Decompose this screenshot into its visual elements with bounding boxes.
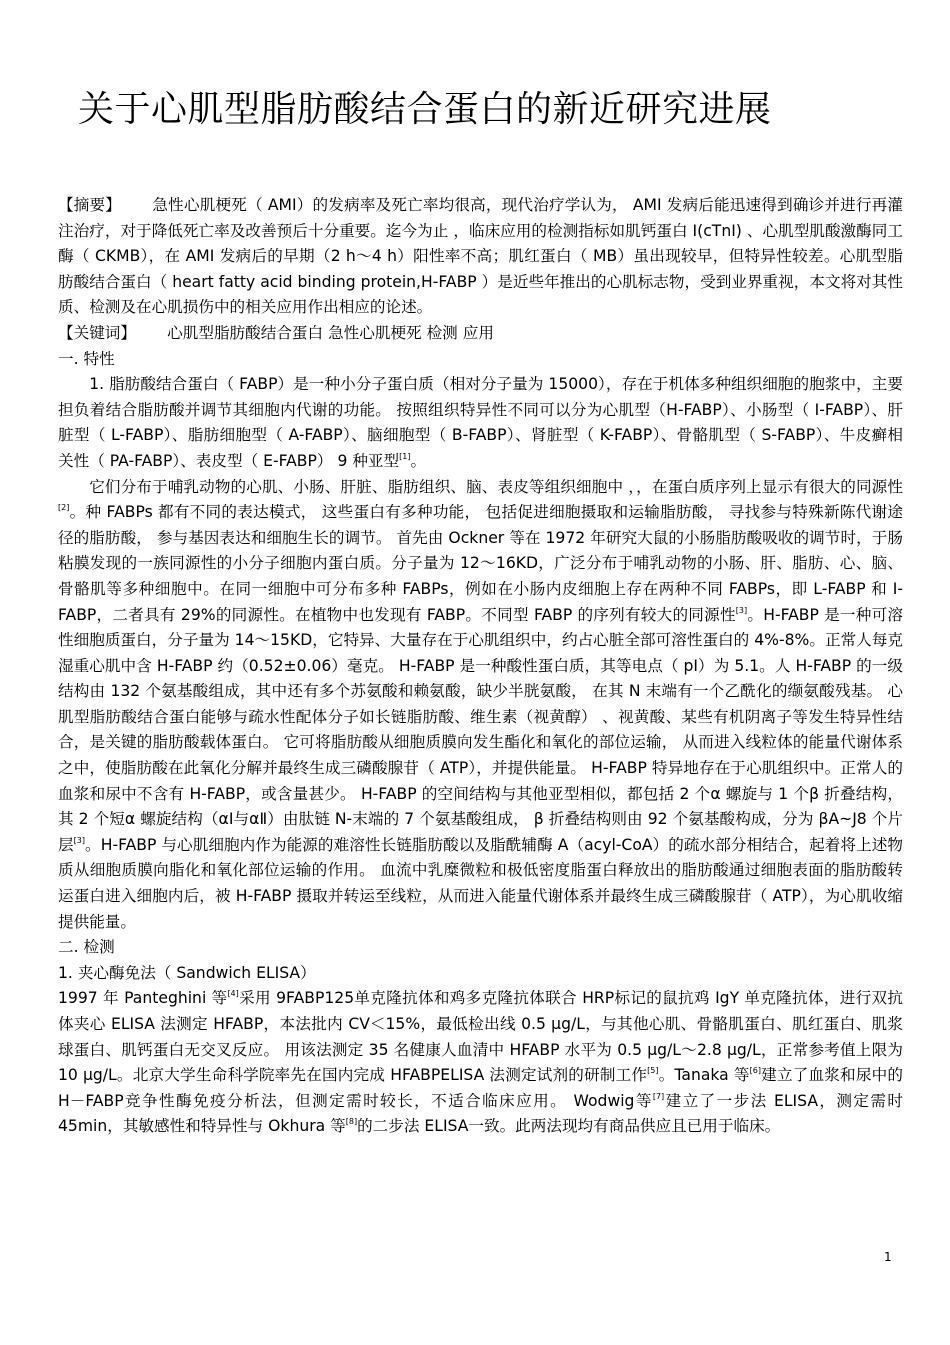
section-1-paragraph-1 bbox=[58, 372, 903, 474]
citation: [8] bbox=[345, 1117, 358, 1127]
paragraph-text: 。H-FABP 与心肌细胞内作为能源的难溶性长链脂肪酸以及脂酰辅酶 A（acyl-CoA）的疏水部分相结合，起着将上述物质从细胞质膜向脂化和氧化部位运输的作用。 血流中乳糜微粒和极低密度脂蛋白释放出的脂肪酸通过细胞表面的脂肪酸转运蛋白进入细胞内后，被 H-FABP 摄取并转运至线粒，从而进入能量代谢体系并最终生成三磷酸腺苷（ ATP），为心肌收缩提供能量。 bbox=[58, 835, 903, 931]
paragraph-text: 1. 脂肪酸结合蛋白（ FABP）是一种小分子蛋白质（相对分子量为 15000），存在于机体多种组织细胞的胞浆中，主要担负着结合脂肪酸并调节其细胞内代谢的功能。 按照组织特异性不同可以分为心肌型（H-FABP）、小肠型（ I-FABP）、肝脏型（ L-FABP）、脂肪细胞型（ A-FABP）、脑细胞型（ B-FABP）、肾脏型（ K-FABP）、骨骼肌型（ S-FABP）、牛皮癣相关性（ PA-FABP）、表皮型（ E-FABP） 9 种亚型 bbox=[58, 375, 903, 470]
citation: [7] bbox=[652, 1091, 665, 1101]
keywords-text: 心肌型脂肪酸结合蛋白 急性心肌梗死 检测 应用 bbox=[167, 323, 494, 342]
paragraph-text: 的二步法 ELISA一致。此两法现均有商品供应且已用于临床。 bbox=[357, 1117, 781, 1136]
section-2-subheading: 1. 夹心酶免法（ Sandwich ELISA） bbox=[58, 963, 316, 982]
paragraph-text: 。Tanaka 等 bbox=[658, 1066, 750, 1085]
article-body bbox=[58, 193, 903, 1140]
paragraph-text: 采用 9FABP125单克隆抗体和鸡多克隆抗体联合 HRP标记的鼠抗鸡 IgY 单克隆抗体，进行双抗体夹心 ELISA 法测定 HFABP，本法批内 CV＜15%，最低检出线 0.5 μg/L，与其他心肌、骨骼肌蛋白、肌红蛋白、肌浆球蛋白、肌钙蛋白无交叉反应。 用该法测定 35 名健康人血清中 HFABP 水平为 0.5 μg/L～2.8 μg/L，正常参考值上限为 10 μg/L。北京大学生命科学院率先在国内完成 HFABPELISA 法测定试剂的研制工作 bbox=[58, 989, 903, 1085]
citation: [2] bbox=[58, 503, 70, 513]
section-1-paragraph-2 bbox=[58, 475, 903, 936]
abstract-label: 【摘要】 bbox=[58, 196, 122, 214]
citation: [3] bbox=[735, 605, 748, 615]
section-2-paragraph bbox=[58, 986, 903, 1140]
paragraph-text: 它们分布于哺乳动物的心肌、小肠、肝脏、脂肪组织、脑、表皮等组织细胞中 ，，在蛋白质序列上显示有很大的同源性 bbox=[89, 477, 903, 496]
abstract-text: 急性心肌梗死（ AMI）的发病率及死亡率均很高，现代治疗学认为， AMI 发病后能迅速得到确诊并进行再灌注治疗，对于降低死亡率及改善预后十分重要。迄今为止 ，临床应用的检测指标如肌钙蛋白 I(cTnI) 、心肌型肌酸激酶同工酶（ CKMB），在 AMI 发病后的早期（2 h～4 h）阳性率不高；肌红蛋白（ MB）虽出现较早，但特异性较差。心肌型脂肪酸结合蛋白（ heart fatty acid binding protein,H-FABP ）是近些年推出的心肌标志物，受到业界重视，本文将对其性质、检测及在心肌损伤中的相关应用作出相应的论述。 bbox=[58, 196, 903, 317]
abstract bbox=[58, 193, 903, 321]
keywords-label: 【关键词】 bbox=[58, 323, 136, 342]
paragraph-text: 。 bbox=[410, 451, 427, 470]
citation: [3] bbox=[73, 835, 85, 845]
section-2-heading: 二. 检测 bbox=[58, 938, 115, 957]
page-title: 关于心肌型脂肪酸结合蛋白的新近研究进展 bbox=[78, 89, 772, 130]
citation: [4] bbox=[227, 989, 239, 999]
page-number: 1 bbox=[884, 1250, 892, 1264]
citation: [1] bbox=[399, 451, 411, 461]
citation: [5] bbox=[647, 1066, 659, 1076]
citation: [6] bbox=[749, 1066, 761, 1076]
paragraph-text: 。H-FABP 是一种可溶性细胞质蛋白，分子量为 14～15KD，它特异、大量存在于心肌组织中，约占心脏全部可溶性蛋白的 4%-8%。正常人每克湿重心肌中含 H-FABP 约（0.52±0.06）毫克。 H-FABP 是一种酸性蛋白质，其等电点（ pI）为 5.1。人 H-FABP 的一级结构由 132 个氨基酸组成，其中还有多个苏氨酸和赖氨酸，缺少半胱氨酸， 在其 N 末端有一个乙酰化的缬氨酸残基。 心肌型脂肪酸结合蛋白能够与疏水性配体分子如长链脂肪酸、维生素（视黄醇） 、视黄酸、某些有机阴离子等发生特异性结合，是关键的脂肪酸载体蛋白。 它可将脂肪酸从细胞质膜向发生酯化和氧化的部位运输， 从而进入线粒体的能量代谢体系之中，使脂肪酸在此氧化分解并最终生成三磷酸腺苷（ ATP），并提供能量。 H-FABP 特异地存在于心肌组织中。正常人的血浆和尿中不含有 H-FABP，或含量甚少。 H-FABP 的空间结构与其他亚型相似，都包括 2 个α 螺旋与 1 个β 折叠结构，其 2 个短α 螺旋结构（αⅠ与αⅡ）由肽链 N-末端的 7 个氨基酸组成， β 折叠结构则由 92 个氨基酸构成，分为 βA~J8 个片层 bbox=[58, 605, 904, 854]
paragraph-text: 建立了一步法 ELISA，测定需时 45min，其敏感性和特异性与 Okhura 等 bbox=[58, 1091, 903, 1136]
keywords bbox=[58, 321, 903, 347]
paragraph-text: 1997 年 Panteghini 等 bbox=[58, 989, 228, 1008]
paragraph-text: 建立了血浆和尿中的 H－FABP竞争性酶免疫分析法，但测定需时较长，不适合临床应用。 Wodwig等 bbox=[58, 1066, 903, 1110]
section-1-heading: 一. 特性 bbox=[58, 349, 115, 368]
paragraph-text: 。种 FABPs 都有不同的表达模式， 这些蛋白有多种功能， 包括促进细胞摄取和运输脂肪酸， 寻找参与特殊新陈代谢途径的脂肪酸， 参与基因表达和细胞生长的调节。 首先由 Ockner 等在 1972 年研究大鼠的小肠脂肪酸吸收的调节时，于肠粘膜发现的一族同源性的小分子细胞内蛋白质。分子量为 12～16KD，广泛分布于哺乳动物的小肠、肝、脂肪、心、脑、骨骼肌等多种细胞中。在同一细胞中可分布多种 FABPs，例如在小肠内皮细胞上存在两种不同 FABPs，即 L-FABP 和 I-FABP，二者具有 29%的同源性。在植物中也发现有 FABP。不同型 FABP 的序列有较大的同源性 bbox=[58, 503, 903, 624]
